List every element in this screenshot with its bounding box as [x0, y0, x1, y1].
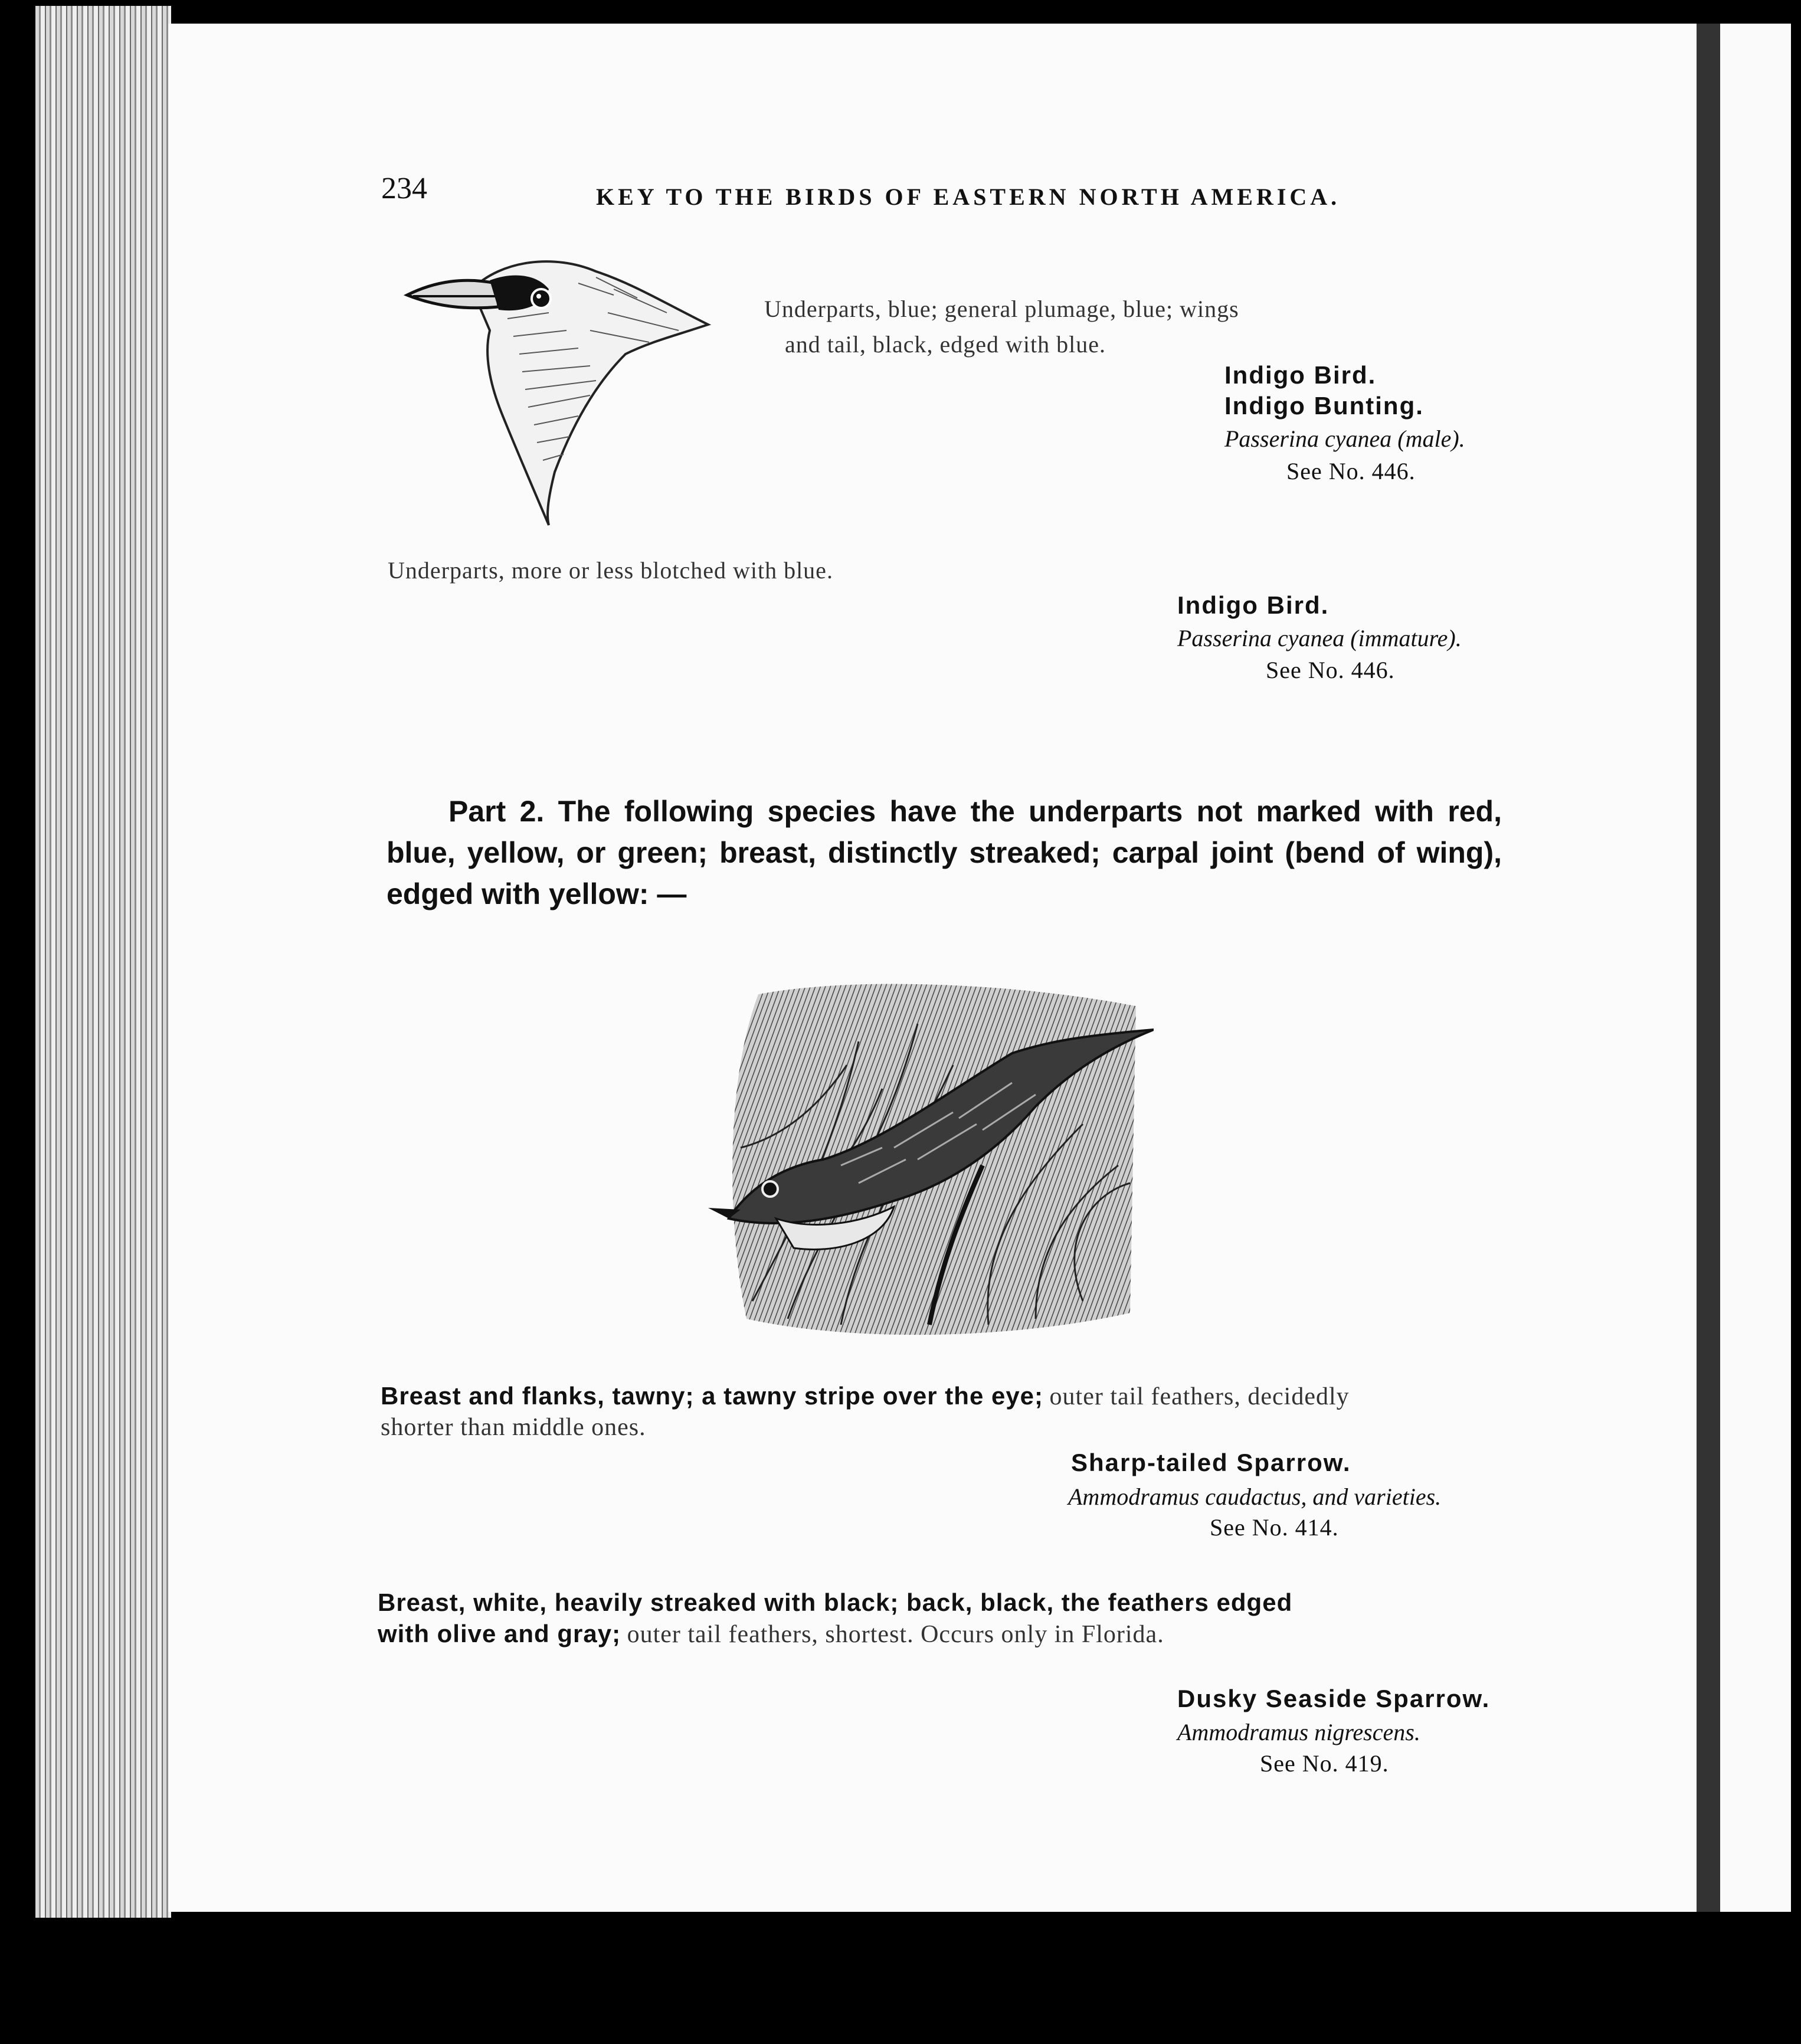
sharp-tailed-sparrow-illustration	[705, 971, 1154, 1348]
description-regular: outer tail feathers, decidedly shorter than middle ones.	[381, 1383, 1350, 1441]
see-reference: See No. 414.	[1210, 1514, 1339, 1541]
entry-description-line: Underparts, more or less blotched with blue.	[388, 557, 833, 584]
running-head: KEY TO THE BIRDS OF EASTERN NORTH AMERICA.	[596, 184, 1341, 210]
scientific-name: Ammodramus nigrescens.	[1177, 1719, 1420, 1745]
description-bold: Breast, white, heavily streaked with black; back, black, the feathers edged with olive and gray;	[378, 1588, 1293, 1647]
description-bold: Breast and flanks, tawny; a tawny stripe over the eye;	[381, 1382, 1044, 1410]
sparrow-description	[378, 1587, 1351, 1650]
species-name: Indigo Bird.	[1224, 361, 1377, 389]
species-name: Indigo Bird.	[1177, 591, 1330, 619]
sparrow-description	[381, 1381, 1366, 1443]
scientific-name: Ammodramus caudactus, and varieties.	[1068, 1483, 1442, 1510]
page-number: 234	[381, 172, 427, 205]
see-reference: See No. 419.	[1260, 1750, 1389, 1777]
scientific-name: Passerina cyanea (male).	[1224, 425, 1465, 452]
species-name: Indigo Bunting.	[1224, 392, 1424, 420]
book-page-edges	[35, 6, 171, 1918]
scientific-name: Passerina cyanea (immature).	[1177, 625, 1462, 651]
entry-description-line: Underparts, blue; general plumage, blue; wings	[764, 296, 1239, 322]
species-name: Dusky Seaside Sparrow.	[1177, 1685, 1491, 1712]
part-2-text: Part 2. The following species have the underparts not marked with red, blue, yellow, or green; breast, distinctly streaked; carpal joint (bend of wing), edged with yellow: —	[387, 795, 1502, 910]
facing-page-edge	[1697, 24, 1791, 1912]
description-regular: outer tail feathers, shortest. Occurs only in Florida.	[627, 1621, 1164, 1648]
species-name: Sharp-tailed Sparrow.	[1071, 1449, 1351, 1476]
part-2-heading	[387, 791, 1502, 915]
entry-description-line: and tail, black, edged with blue.	[785, 331, 1106, 358]
bunting-head-illustration	[401, 248, 720, 531]
see-reference: See No. 446.	[1266, 657, 1395, 683]
see-reference: See No. 446.	[1286, 458, 1416, 484]
